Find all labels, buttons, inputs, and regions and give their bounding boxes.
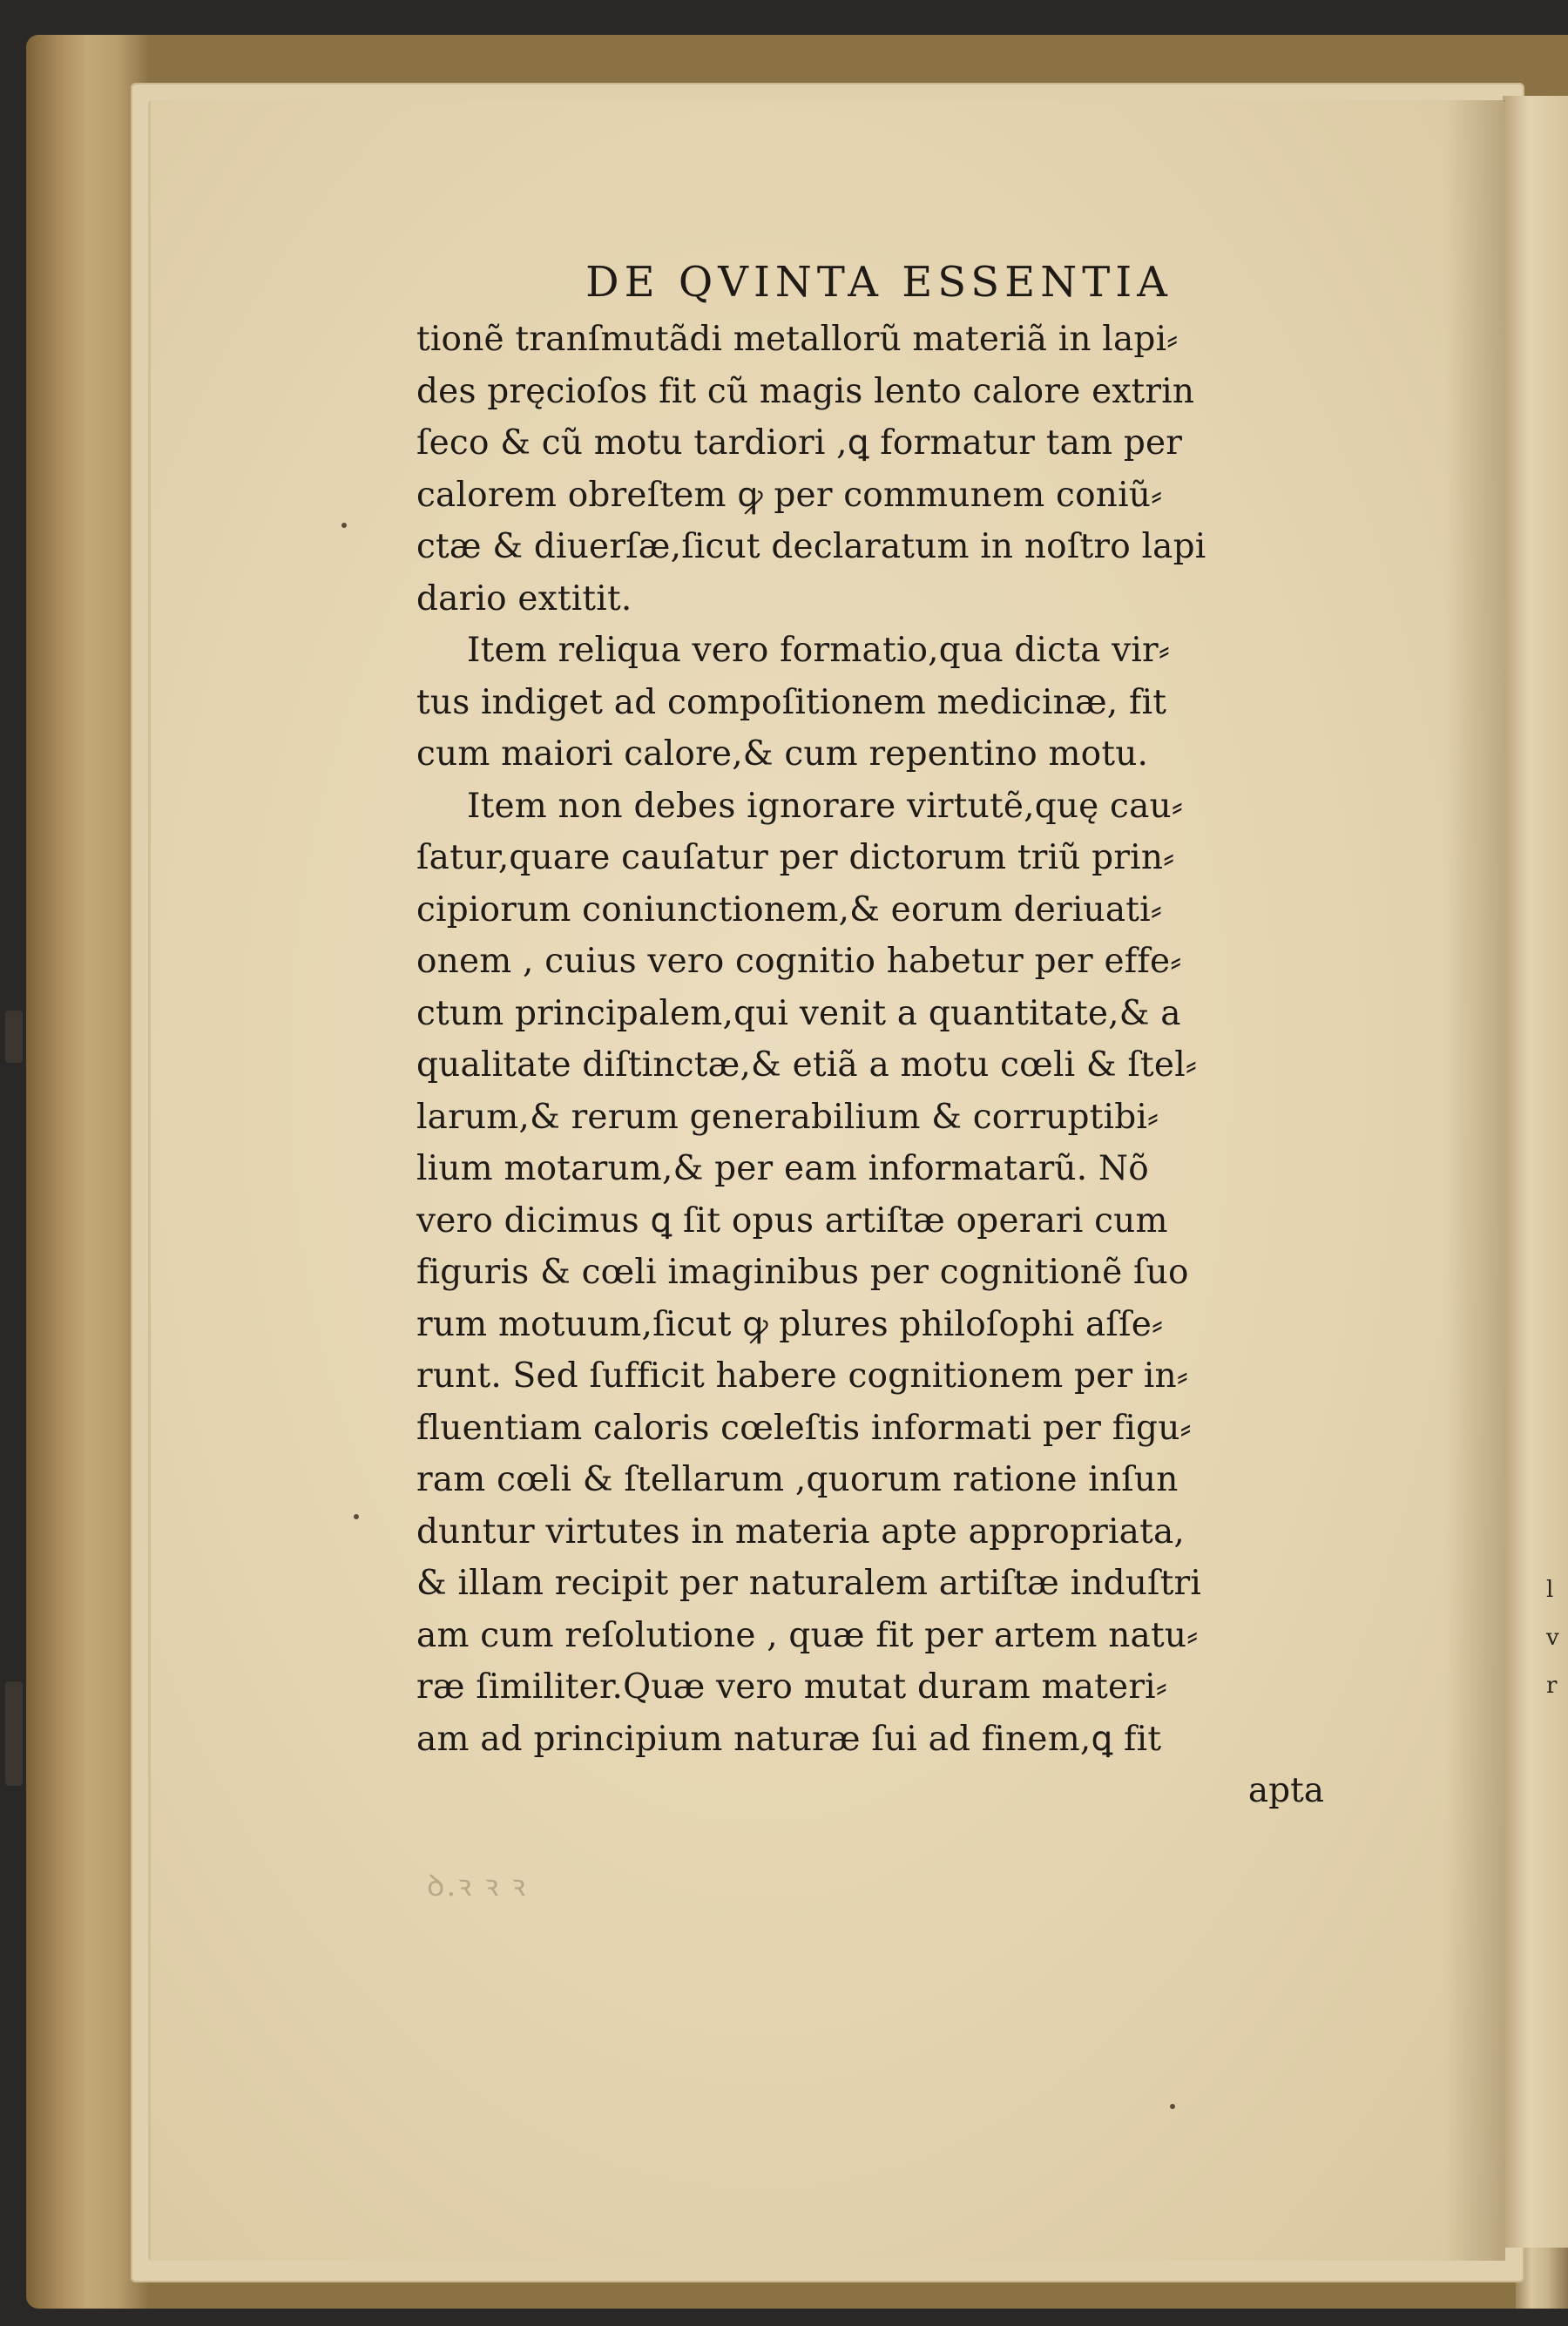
text-line: am ad principium naturæ ſui ad finem,ꝗ fit bbox=[416, 1719, 1162, 1759]
text-line: am cum reſolutione , quæ fit per artem natu⸗ bbox=[416, 1615, 1199, 1655]
text-line: duntur virtutes in materia apte appropriata, bbox=[416, 1511, 1185, 1552]
text-line: Item non debes ignorare virtutẽ,quę cau⸗ bbox=[467, 786, 1184, 826]
text-line: fluentiam caloris cœleſtis informati per figu⸗ bbox=[416, 1408, 1192, 1448]
text-line: cipiorum coniunctionem,& eorum deriuati⸗ bbox=[416, 889, 1163, 930]
text-line: Item reliqua vero formatio,qua dicta vir⸗ bbox=[467, 631, 1171, 670]
text-line: ctæ & diuerſæ,ſicut declaratum in noſtro lapi bbox=[416, 527, 1206, 566]
text-line: tus indiget ad compoſitionem medicinæ, fit bbox=[416, 682, 1167, 722]
facing-page-letter: l bbox=[1546, 1577, 1554, 1603]
text-line: calorem obreſtem ꝙ per communem coniũ⸗ bbox=[416, 475, 1163, 515]
text-line: onem , cuius vero cognitio habetur per effe⸗ bbox=[416, 942, 1182, 981]
page-speck bbox=[341, 523, 347, 528]
text-line: des pręcioſos fit cũ magis lento calore extrin bbox=[416, 371, 1195, 411]
text-line: lium motarum,& per eam informatarũ. Nõ bbox=[416, 1149, 1149, 1188]
text-line: ſeco & cũ motu tardiori ,ꝗ formatur tam per bbox=[416, 423, 1183, 463]
text-line: ctum principalem,qui venit a quantitate,& a bbox=[416, 993, 1181, 1033]
text-line: figuris & cœli imaginibus per cognitionẽ ſuo bbox=[416, 1253, 1189, 1292]
text-line: ſatur,quare cauſatur per dictorum triũ prin⸗ bbox=[416, 838, 1175, 877]
text-line: runt. Sed ſufficit habere cognitionem per in⸗ bbox=[416, 1356, 1189, 1396]
text-line: larum,& rerum generabilium & corruptibi⸗ bbox=[416, 1097, 1159, 1137]
text-line: ræ ſimiliter.Quæ vero mutat duram materi⸗ bbox=[416, 1667, 1168, 1707]
facing-page-edge bbox=[1503, 96, 1568, 2248]
running-head: DE QVINTA ESSENTIA bbox=[585, 258, 1173, 307]
body-text bbox=[416, 314, 1342, 1765]
text-line: cum maiori calore,& cum repentino motu. bbox=[416, 734, 1149, 774]
text-line: & illam recipit per naturalem artiſtæ induſtri bbox=[416, 1564, 1202, 1603]
catchword: apta bbox=[1247, 1771, 1324, 1810]
text-line: ram cœli & ſtellarum ,quorum ratione inſun bbox=[416, 1460, 1179, 1499]
binding-strap-lower bbox=[5, 1681, 23, 1786]
binding-strap-upper bbox=[5, 1011, 23, 1063]
text-line: tionẽ tranſmutãdi metallorũ materiã in lapi⸗ bbox=[416, 320, 1179, 359]
text-line: vero dicimus ꝗ ſit opus artiſtæ operari cum bbox=[416, 1200, 1168, 1241]
facing-page-letter: v bbox=[1546, 1625, 1559, 1651]
page-speck bbox=[354, 1514, 359, 1519]
facing-page-letter: r bbox=[1546, 1673, 1558, 1699]
text-line: dario extitit. bbox=[416, 578, 632, 619]
text-line: rum motuum,ſicut ꝙ plures philoſophi aſſe⸗ bbox=[416, 1304, 1164, 1344]
signature-mark: ꝺ.ꝛ ꝛ ꝛ bbox=[427, 1869, 528, 1903]
text-line: qualitate diſtinctæ,& etiã a motu cœli & ſtel⸗ bbox=[416, 1045, 1198, 1085]
page-speck bbox=[1170, 2104, 1175, 2109]
text-block bbox=[416, 253, 1342, 1817]
